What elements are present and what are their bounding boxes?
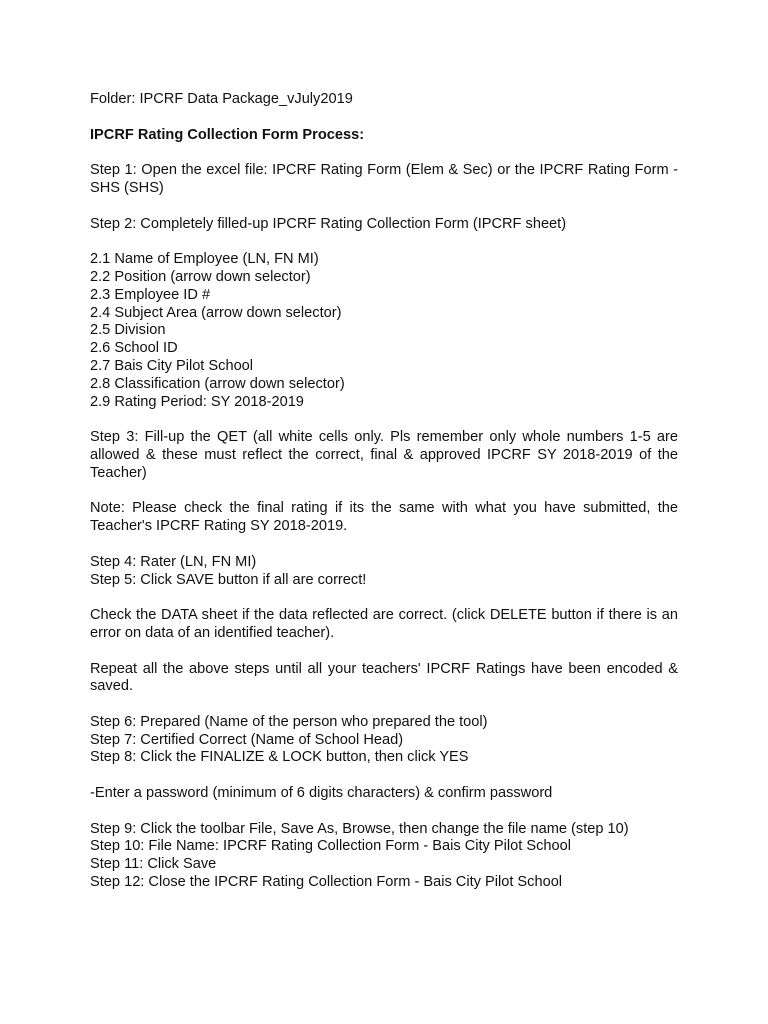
step-6: Step 6: Prepared (Name of the person who prepared the tool) [90, 713, 488, 730]
substep-2-8: 2.8 Classification (arrow down selector) [90, 375, 345, 392]
check-data-paragraph: Check the DATA sheet if the data reflected are correct. (click DELETE button if there is an error on data of an identified teacher). [90, 607, 678, 641]
steps-9-12 [90, 821, 678, 892]
step-4: Step 4: Rater (LN, FN MI) [90, 553, 257, 570]
step-3: Step 3: Fill-up the QET (all white cells only. Pls remember only whole numbers 1-5 are allowed & these must reflect the correct, final & approved IPCRF SY 2018-2019 of the Teacher) [90, 429, 678, 481]
step-12: Step 12: Close the IPCRF Rating Collection Form - Bais City Pilot School [90, 874, 563, 891]
steps-6-8 [90, 714, 678, 767]
substep-2-9: 2.9 Rating Period: SY 2018-2019 [90, 393, 304, 410]
substep-2-1: 2.1 Name of Employee (LN, FN MI) [90, 251, 319, 268]
step-10: Step 10: File Name: IPCRF Rating Collection Form - Bais City Pilot School [90, 838, 571, 855]
substep-list [90, 251, 678, 411]
note-paragraph: Note: Please check the final rating if its the same with what you have submitted, the Teacher's IPCRF Rating SY 2018-2019. [90, 500, 678, 535]
step-8: Step 8: Click the FINALIZE & LOCK button, then click YES [90, 749, 469, 766]
substep-2-7: 2.7 Bais City Pilot School [90, 357, 254, 374]
step-5: Step 5: Click SAVE button if all are correct! [90, 571, 367, 588]
step-2: Step 2: Completely filled-up IPCRF Rating Collection Form (IPCRF sheet) [90, 215, 567, 232]
steps-4-5 [90, 554, 678, 590]
step-11: Step 11: Click Save [90, 856, 217, 873]
document-page [90, 91, 678, 910]
process-heading: IPCRF Rating Collection Form Process: [90, 126, 365, 143]
repeat-paragraph: Repeat all the above steps until all your teachers' IPCRF Ratings have been encoded & saved. [90, 660, 678, 695]
password-instruction: -Enter a password (minimum of 6 digits characters) & confirm password [90, 785, 553, 802]
step-1: Step 1: Open the excel file: IPCRF Rating Form (Elem & Sec) or the IPCRF Rating Form - SHS (SHS) [90, 162, 678, 196]
substep-2-5: 2.5 Division [90, 322, 166, 339]
step-9: Step 9: Click the toolbar File, Save As, Browse, then change the file name (step 10) [90, 820, 629, 837]
folder-line: Folder: IPCRF Data Package_vJuly2019 [90, 91, 353, 107]
substep-2-4: 2.4 Subject Area (arrow down selector) [90, 304, 342, 321]
substep-2-6: 2.6 School ID [90, 340, 178, 357]
step-7: Step 7: Certified Correct (Name of School Head) [90, 731, 404, 748]
substep-2-3: 2.3 Employee ID # [90, 286, 211, 303]
substep-2-2: 2.2 Position (arrow down selector) [90, 268, 311, 285]
